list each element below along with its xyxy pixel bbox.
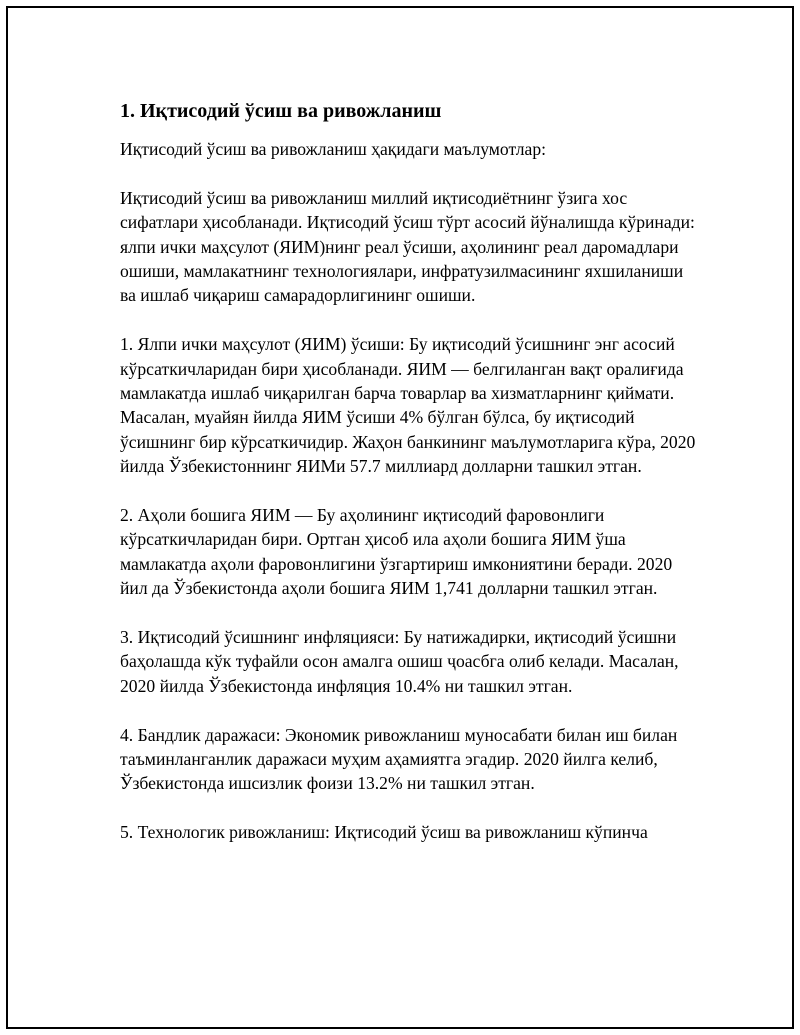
paragraph-spacer [120,161,700,185]
paragraph-spacer [120,796,700,820]
document-page [6,6,794,1029]
inflation-paragraph: 3. Иқтисодий ўсишнинг инфляцияси: Бу натижадирки, иқтисодий ўсишни баҳолашда кўк туфайли осон амалга ошиш ҷоасбга олиб келади. Масалан, 2020 йилда Ўзбекистонда инфляция 10.4% ни ташкил этган. [120,627,679,696]
paragraph-spacer [120,308,700,332]
document-body [120,99,700,845]
employment-paragraph: 4. Бандлик даражаси: Экономик ривожланиш муносабати билан иш билан таъминланганлик даражаси муҳим аҳамиятга эгадир. 2020 йилга келиб, Ўзбекистонда ишсизлик фоизи 13.2% ни ташкил этган. [120,724,678,794]
overview-paragraph: Иқтисодий ўсиш ва ривожланиш миллий иқтисодиётнинг ўзига хос сифатлари ҳисобланади. Иқтисодий ўсиш тўрт асосий йўналишда кўринади: ялпи ички маҳсулот (ЯИМ)нинг реал ўсиши, аҳолининг реал даромадлари ошиши, мамлакатнинг технологиялари, инфратузилмасининг яхшиланиши ва ишлаб чиқариш самарадорлигининг ошиши. [120,187,695,306]
paragraph-spacer [120,698,700,722]
technology-paragraph: 5. Технологик ривожланиш: Иқтисодий ўсиш ва ривожланиш кўпинча [120,822,648,843]
gdp-growth-paragraph: 1. Ялпи ички маҳсулот (ЯИМ) ўсиши: Бу иқтисодий ўсишнинг энг асосий кўрсаткичларидан бири ҳисобланади. ЯИМ — белгиланган вақт оралиғида мамлакатда ишлаб чиқарилган барча товарлар ва хизматларнинг қиймати. Масалан, муайян йилда ЯИМ ўсиши 4% бўлган бўлса, бу иқтисодий ўсишнинг бир кўрсаткичидир. Жаҳон банкининг маълумотларига кўра, 2020 йилда Ўзбекистоннинг ЯИМи 57.7 миллиард долларни ташкил этган. [120,334,696,477]
gdp-per-capita-paragraph: 2. Аҳоли бошига ЯИМ — Бу аҳолининг иқтисодий фаровонлиги кўрсаткичларидан бири. Ортган ҳисоб ила аҳоли бошига ЯИМ ўша мамлакатда аҳоли фаровонлигини ўзгартириш имкониятини беради. 2020 йил да Ўзбекистонда аҳоли бошига ЯИМ 1,741 долларни ташкил этган. [120,505,673,599]
paragraph-spacer [120,601,700,625]
paragraph-spacer [120,479,700,503]
section-title: 1. Иқтисодий ўсиш ва ривожланиш [120,100,442,122]
intro-paragraph: Иқтисодий ўсиш ва ривожланиш ҳақидаги маълумотлар: [120,139,547,159]
